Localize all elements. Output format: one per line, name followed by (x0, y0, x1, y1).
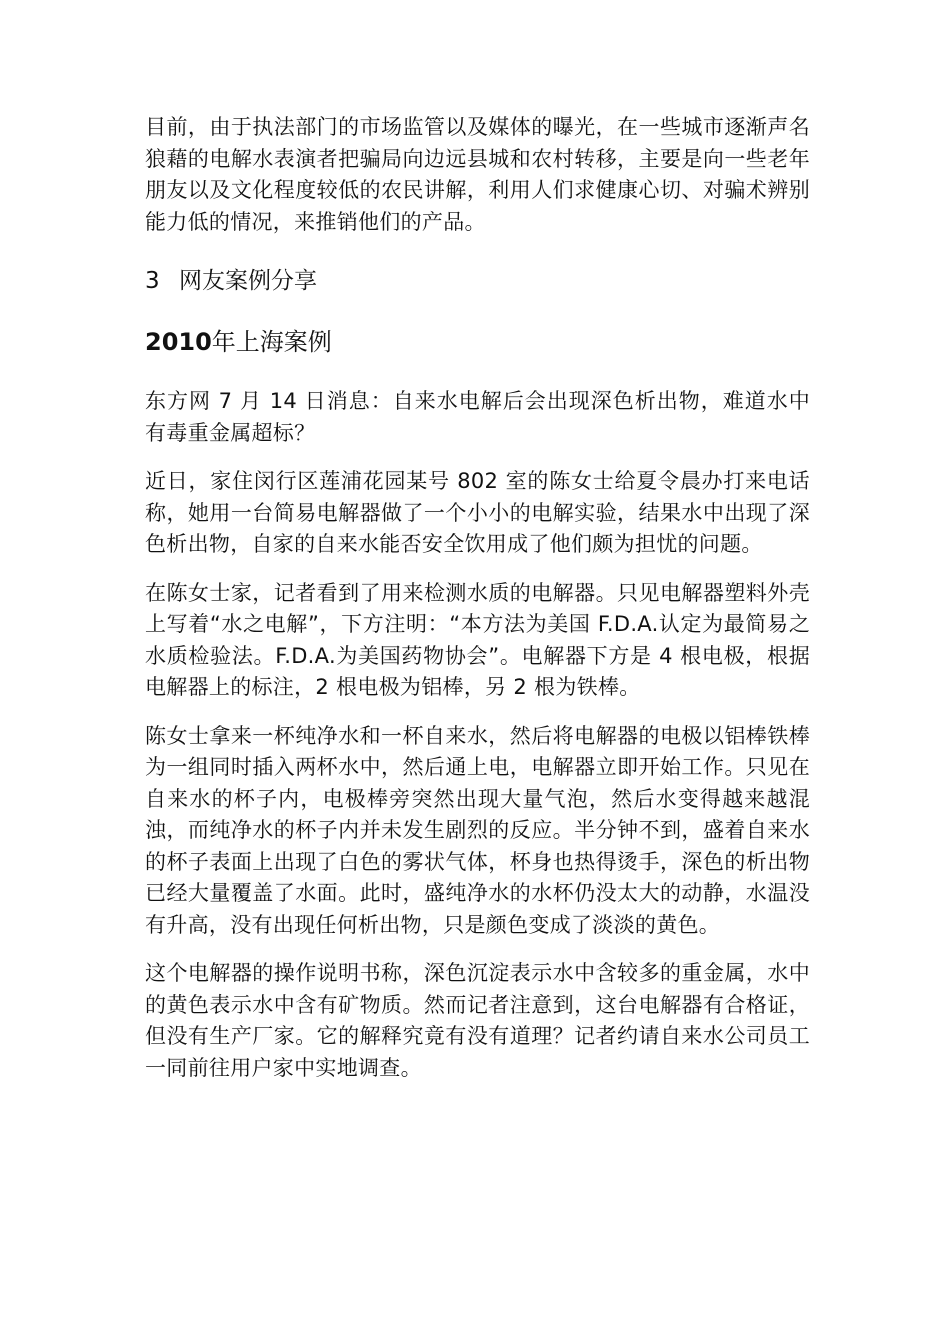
body-paragraph: 在陈女士家，记者看到了用来检测水质的电解器。只见电解器塑料外壳上写着“水之电解”，下方注明：“本方法为美国 F.D.A.认定为最简易之水质检验法。F.D.A.为美国药物协会”。电解器下方是 4 根电极，根据电解器上的标注，2 根电极为铝棒，另 2 根为铁棒。 (145, 580, 810, 699)
body-paragraph: 陈女士拿来一杯纯净水和一杯自来水，然后将电解器的电极以铝棒铁棒为一组同时插入两杯水中，然后通上电，电解器立即开始工作。只见在自来水的杯子内，电极棒旁突然出现大量气泡，然后水变得越来越混浊，而纯净水的杯子内并未发生剧烈的反应。半分钟不到，盛着自来水的杯子表面上出现了白色的雾状气体，杯身也热得烫手，深色的析出物已经大量覆盖了水面。此时，盛纯净水的水杯仍没太大的动静，水温没有升高，没有出现任何析出物，只是颜色变成了淡淡的黄色。 (145, 723, 810, 937)
body-paragraph: 这个电解器的操作说明书称，深色沉淀表示水中含较多的重金属，水中的黄色表示水中含有矿物质。然而记者注意到，这台电解器有合格证，但没有生产厂家。它的解释究竟有没有道理？记者约请自来水公司员工一同前往用户家中实地调查。 (145, 961, 810, 1080)
document-body (145, 112, 810, 1101)
case-year: 2010 (145, 328, 212, 356)
section-title: 网友案例分享 (179, 268, 317, 294)
section-number: 3 (145, 268, 160, 294)
body-paragraph: 近日，家住闵行区莲浦花园某号 802 室的陈女士给夏令晨办打来电话称，她用一台简易电解器做了一个小小的电解实验，结果水中出现了深色析出物，自家的自来水能否安全饮用成了他们颇为担忧的问题。 (145, 469, 810, 556)
case-title: 年上海案例 (211, 328, 332, 356)
body-paragraph: 东方网 7 月 14 日消息：自来水电解后会出现深色析出物，难道水中有毒重金属超标？ (145, 389, 810, 445)
heading-spacer (145, 360, 810, 386)
case-heading (145, 324, 810, 360)
section-heading (145, 264, 810, 298)
intro-paragraph: 目前，由于执法部门的市场监管以及媒体的曝光，在一些城市逐渐声名狼藉的电解水表演者把骗局向边远县城和农村转移，主要是向一些老年朋友以及文化程度较低的农民讲解，利用人们求健康心切、对骗术辨别能力低的情况，来推销他们的产品。 (145, 115, 810, 234)
